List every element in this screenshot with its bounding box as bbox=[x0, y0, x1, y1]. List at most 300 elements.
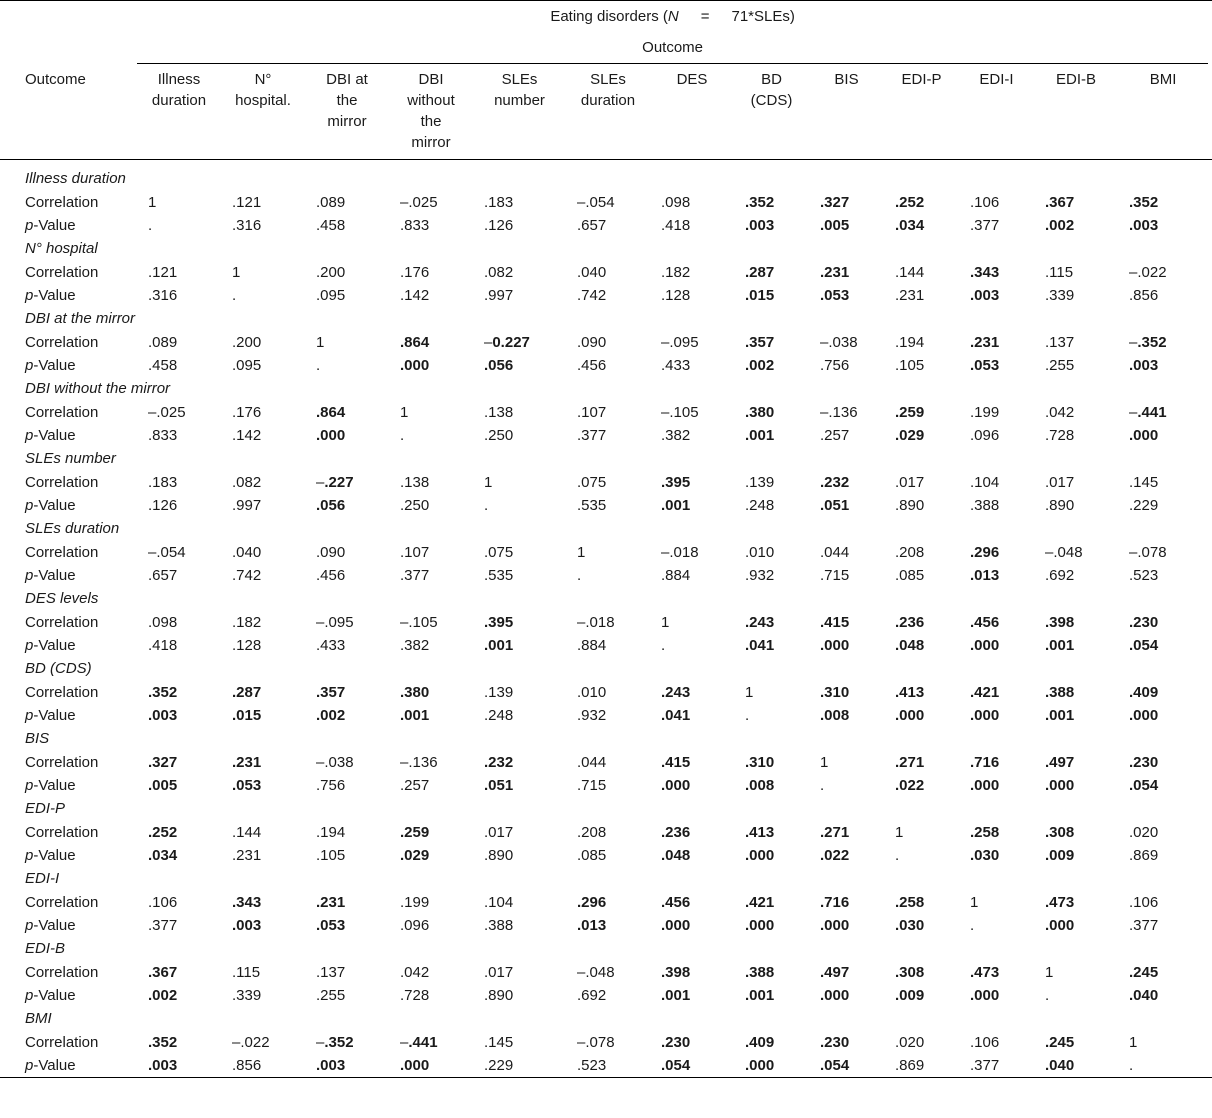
table-cell: .388 bbox=[745, 964, 775, 981]
table-cell: .194 bbox=[316, 824, 346, 841]
group-header-row bbox=[0, 937, 1212, 961]
table-cell: .884 bbox=[577, 637, 607, 654]
table-cell bbox=[305, 471, 389, 494]
table-cell: .756 bbox=[316, 777, 346, 794]
correlation-row bbox=[0, 611, 1212, 634]
row-filler bbox=[1208, 401, 1212, 424]
table-cell: .433 bbox=[316, 637, 346, 654]
table-cell: .003 bbox=[148, 707, 178, 724]
table-cell: . bbox=[661, 637, 666, 654]
table-cell: .005 bbox=[820, 217, 850, 234]
table-cell: .523 bbox=[566, 1054, 650, 1078]
column-header-line: N° bbox=[254, 71, 272, 88]
table-cell: .106 bbox=[148, 894, 178, 911]
table-cell: .001 bbox=[400, 707, 430, 724]
table-cell: .728 bbox=[400, 987, 430, 1004]
row-filler bbox=[1208, 331, 1212, 354]
table-cell: .248 bbox=[484, 707, 514, 724]
table-cell: .075 bbox=[484, 544, 514, 561]
table-cell: .194 bbox=[895, 334, 925, 351]
correlation-row bbox=[0, 891, 1212, 914]
table-cell: .051 bbox=[484, 777, 514, 794]
table-cell: .029 bbox=[895, 427, 925, 444]
group-label: BIS bbox=[25, 730, 50, 747]
table-cell: .413 bbox=[745, 824, 775, 841]
table-cell: .095 bbox=[316, 287, 346, 304]
table-cell: .380 bbox=[745, 404, 775, 421]
table-cell: .409 bbox=[745, 1034, 775, 1051]
column-header bbox=[734, 64, 809, 160]
p-value-label bbox=[0, 564, 137, 587]
table-cell: .054 bbox=[1129, 637, 1159, 654]
table-cell: .138 bbox=[400, 474, 430, 491]
table-cell: .034 bbox=[895, 217, 925, 234]
p-label-rest: -Value bbox=[33, 1057, 76, 1074]
table-cell: .003 bbox=[970, 287, 1000, 304]
table-cell bbox=[305, 1031, 389, 1054]
table-cell: .742 bbox=[232, 567, 262, 584]
table-cell: .231 bbox=[820, 264, 850, 281]
table-body bbox=[0, 160, 1212, 1078]
table-cell: .199 bbox=[970, 404, 1000, 421]
table-cell: . bbox=[400, 427, 405, 444]
table-cell: .473 bbox=[970, 964, 1000, 981]
table-cell: .000 bbox=[895, 707, 925, 724]
row-header-label: Outcome bbox=[25, 70, 86, 88]
table-cell: . bbox=[820, 777, 825, 794]
table-cell: .377 bbox=[148, 917, 178, 934]
correlation-row bbox=[0, 681, 1212, 704]
table-cell: .000 bbox=[661, 917, 691, 934]
table-cell: .142 bbox=[400, 287, 430, 304]
table-cell: .106 bbox=[1129, 894, 1159, 911]
table-cell: .418 bbox=[661, 217, 691, 234]
table-cell: .535 bbox=[577, 497, 607, 514]
column-header-line: SLEs bbox=[590, 71, 626, 88]
table-cell: .456 bbox=[661, 894, 691, 911]
correlation-row bbox=[0, 961, 1212, 984]
table-cell: .017 bbox=[1045, 474, 1075, 491]
table-cell: .000 bbox=[745, 847, 775, 864]
p-value-row bbox=[0, 284, 1212, 307]
table-cell: .413 bbox=[895, 684, 925, 701]
table-cell: .002 bbox=[316, 707, 346, 724]
table-cell: .231 bbox=[232, 847, 262, 864]
correlation-label: Correlation bbox=[25, 334, 99, 351]
column-header bbox=[305, 64, 389, 160]
table-cell: .001 bbox=[1045, 707, 1075, 724]
table-cell: –.078 bbox=[1129, 544, 1167, 561]
column-header-line: BMI bbox=[1149, 71, 1177, 88]
title-prefix: Eating disorders ( bbox=[550, 8, 668, 25]
correlation-label: Correlation bbox=[25, 194, 99, 211]
column-header-line: DBI at bbox=[326, 71, 368, 88]
p-label-italic: p bbox=[25, 497, 34, 514]
table-cell: .000 bbox=[400, 357, 430, 374]
table-cell: .833 bbox=[148, 427, 178, 444]
row-filler bbox=[1208, 541, 1212, 564]
p-label-rest: -Value bbox=[33, 427, 76, 444]
group-header-row bbox=[0, 517, 1212, 541]
table-cell: 1 bbox=[745, 684, 754, 701]
table-cell: .497 bbox=[820, 964, 850, 981]
table-cell: . bbox=[970, 917, 975, 934]
cell-sign: – bbox=[1129, 404, 1138, 421]
table-cell: .229 bbox=[473, 1054, 566, 1078]
table-cell: .382 bbox=[400, 637, 430, 654]
cell-value: 0.227 bbox=[492, 334, 530, 351]
column-header-line: EDI-I bbox=[979, 71, 1014, 88]
column-header-line: SLEs bbox=[501, 71, 538, 88]
group-label: DBI without the mirror bbox=[25, 380, 171, 397]
cell-value: .441 bbox=[408, 1034, 438, 1051]
row-filler bbox=[1208, 1054, 1212, 1078]
table-cell: .339 bbox=[1045, 287, 1075, 304]
table-cell: .048 bbox=[661, 847, 691, 864]
column-header-line: mirror bbox=[411, 134, 451, 151]
p-label-rest: -Value bbox=[33, 917, 76, 934]
table-cell: .022 bbox=[895, 777, 925, 794]
p-label-italic: p bbox=[25, 707, 34, 724]
correlation-row bbox=[0, 261, 1212, 284]
table-cell: .352 bbox=[148, 1034, 178, 1051]
table-cell: .003 bbox=[1129, 357, 1159, 374]
table-cell: .869 bbox=[1129, 847, 1159, 864]
p-value-label bbox=[0, 844, 137, 867]
group-label: EDI-I bbox=[25, 870, 60, 887]
table-cell: .245 bbox=[1129, 964, 1159, 981]
correlation-row bbox=[0, 541, 1212, 564]
table-cell: .258 bbox=[895, 894, 925, 911]
column-header-line: hospital. bbox=[235, 92, 291, 109]
table-cell: .020 bbox=[1129, 824, 1159, 841]
table-cell: .085 bbox=[577, 847, 607, 864]
table-cell: .200 bbox=[316, 264, 346, 281]
table-cell: .296 bbox=[577, 894, 607, 911]
column-header-line: number bbox=[494, 92, 545, 109]
p-value-row bbox=[0, 354, 1212, 377]
p-value-row bbox=[0, 564, 1212, 587]
p-label-rest: -Value bbox=[33, 987, 76, 1004]
column-header bbox=[566, 64, 650, 160]
table-cell: .523 bbox=[1129, 567, 1159, 584]
table-cell: .236 bbox=[895, 614, 925, 631]
table-cell: .395 bbox=[484, 614, 514, 631]
table-cell: .343 bbox=[232, 894, 262, 911]
table-cell: –.095 bbox=[661, 334, 699, 351]
table-cell: .869 bbox=[884, 1054, 959, 1078]
table-cell: .183 bbox=[484, 194, 514, 211]
group-label: N° hospital bbox=[25, 240, 98, 257]
correlation-label: Correlation bbox=[25, 824, 99, 841]
table-cell: .107 bbox=[400, 544, 430, 561]
table-cell: .089 bbox=[148, 334, 178, 351]
table-cell: .343 bbox=[970, 264, 1000, 281]
table-cell: .327 bbox=[820, 194, 850, 211]
table-cell: .377 bbox=[970, 217, 1000, 234]
table-cell: .208 bbox=[577, 824, 607, 841]
table-cell: –.022 bbox=[1129, 264, 1167, 281]
table-cell: .308 bbox=[1045, 824, 1075, 841]
table-cell: .044 bbox=[820, 544, 850, 561]
group-header-row bbox=[0, 797, 1212, 821]
row-filler bbox=[1208, 984, 1212, 1007]
table-cell: .138 bbox=[484, 404, 514, 421]
table-cell: .864 bbox=[400, 334, 430, 351]
row-filler bbox=[1208, 681, 1212, 704]
table-cell: .075 bbox=[577, 474, 607, 491]
table-cell: .001 bbox=[484, 637, 514, 654]
table-cell: .229 bbox=[1129, 497, 1159, 514]
table-cell: .230 bbox=[820, 1034, 850, 1051]
table-cell: .082 bbox=[484, 264, 514, 281]
table-cell: .030 bbox=[970, 847, 1000, 864]
column-header-filler bbox=[1208, 64, 1212, 160]
table-cell: .044 bbox=[577, 754, 607, 771]
row-filler bbox=[1208, 1031, 1212, 1054]
p-value-label bbox=[0, 494, 137, 517]
table-cell: .231 bbox=[895, 287, 925, 304]
group-header-row bbox=[0, 377, 1212, 401]
table-cell: .000 bbox=[1129, 427, 1159, 444]
table-cell: 1 bbox=[316, 334, 325, 351]
p-label-italic: p bbox=[25, 987, 34, 1004]
table-cell: .339 bbox=[232, 987, 262, 1004]
table-cell: .756 bbox=[820, 357, 850, 374]
table-cell: –.038 bbox=[316, 754, 354, 771]
column-header bbox=[473, 64, 566, 160]
table-cell: .002 bbox=[148, 987, 178, 1004]
table-cell: .015 bbox=[232, 707, 262, 724]
table-cell: .105 bbox=[316, 847, 346, 864]
table-cell: .013 bbox=[577, 917, 607, 934]
table-cell: .409 bbox=[1129, 684, 1159, 701]
table-cell: .890 bbox=[1045, 497, 1075, 514]
table-cell: .126 bbox=[484, 217, 514, 234]
cell-sign: – bbox=[1129, 334, 1138, 351]
row-filler bbox=[1208, 821, 1212, 844]
table-cell: .010 bbox=[745, 544, 775, 561]
p-value-row bbox=[0, 634, 1212, 657]
table-cell: .107 bbox=[577, 404, 607, 421]
table-cell: .230 bbox=[1129, 614, 1159, 631]
table-cell: .398 bbox=[661, 964, 691, 981]
table-cell: .017 bbox=[895, 474, 925, 491]
table-cell: 1 bbox=[148, 194, 157, 211]
table-cell: .000 bbox=[1045, 777, 1075, 794]
table-cell: .352 bbox=[745, 194, 775, 211]
table-cell: .243 bbox=[745, 614, 775, 631]
outcome-group-header: Outcome bbox=[137, 32, 1208, 64]
p-label-rest: -Value bbox=[33, 497, 76, 514]
table-cell: .890 bbox=[484, 987, 514, 1004]
table-cell: .287 bbox=[745, 264, 775, 281]
column-header-line: without bbox=[407, 92, 455, 109]
table-cell: .115 bbox=[232, 964, 261, 981]
table-cell: .121 bbox=[148, 264, 178, 281]
correlation-label: Correlation bbox=[25, 964, 99, 981]
table-cell: .200 bbox=[232, 334, 262, 351]
p-value-label bbox=[0, 424, 137, 447]
table-cell: .890 bbox=[484, 847, 514, 864]
row-filler bbox=[1208, 844, 1212, 867]
row-filler bbox=[1208, 611, 1212, 634]
table-cell: .000 bbox=[970, 777, 1000, 794]
table-cell: .137 bbox=[316, 964, 346, 981]
table-cell: .013 bbox=[970, 567, 1000, 584]
column-header bbox=[389, 64, 473, 160]
table-cell: .001 bbox=[745, 427, 775, 444]
p-value-row bbox=[0, 704, 1212, 727]
group-header-row bbox=[0, 237, 1212, 261]
table-cell: .357 bbox=[745, 334, 775, 351]
table-cell: .395 bbox=[661, 474, 691, 491]
p-label-rest: -Value bbox=[33, 217, 76, 234]
table-cell: .000 bbox=[734, 1054, 809, 1078]
table-cell: .056 bbox=[484, 357, 514, 374]
p-value-row bbox=[0, 424, 1212, 447]
table-cell: .001 bbox=[661, 497, 691, 514]
group-header-row bbox=[0, 657, 1212, 681]
group-label: BMI bbox=[25, 1010, 52, 1027]
table-cell: .418 bbox=[148, 637, 178, 654]
cell-value: .227 bbox=[324, 474, 354, 491]
table-cell: .001 bbox=[661, 987, 691, 1004]
table-cell: .137 bbox=[1045, 334, 1075, 351]
column-header-line: BIS bbox=[834, 71, 859, 88]
group-label: BD (CDS) bbox=[25, 660, 92, 677]
table-cell: .009 bbox=[1045, 847, 1075, 864]
row-filler bbox=[1208, 914, 1212, 937]
cell-value: .352 bbox=[324, 1034, 354, 1051]
p-value-row bbox=[0, 1054, 1212, 1078]
table-cell: .000 bbox=[820, 637, 850, 654]
table-cell: –.136 bbox=[400, 754, 438, 771]
table-cell: –.054 bbox=[148, 544, 186, 561]
table-cell: .692 bbox=[577, 987, 607, 1004]
group-header-row bbox=[0, 1007, 1212, 1031]
table-cell: .310 bbox=[820, 684, 850, 701]
table-cell: .231 bbox=[232, 754, 262, 771]
table-cell: .415 bbox=[820, 614, 850, 631]
table-cell: .104 bbox=[970, 474, 1000, 491]
correlation-label: Correlation bbox=[25, 264, 99, 281]
row-filler bbox=[1208, 191, 1212, 214]
p-label-italic: p bbox=[25, 917, 34, 934]
table-cell: .259 bbox=[895, 404, 925, 421]
table-cell: .252 bbox=[895, 194, 925, 211]
table-cell: .085 bbox=[895, 567, 925, 584]
table-cell: .145 bbox=[1129, 474, 1159, 491]
table-cell: .003 bbox=[137, 1054, 221, 1078]
outcome-group-row bbox=[0, 32, 1212, 64]
correlation-row bbox=[0, 331, 1212, 354]
column-header-line: EDI-B bbox=[1055, 71, 1096, 88]
row-filler bbox=[1208, 261, 1212, 284]
p-label-rest: -Value bbox=[33, 777, 76, 794]
table-cell: .005 bbox=[148, 777, 178, 794]
table-cell: .002 bbox=[1045, 217, 1075, 234]
p-label-rest: -Value bbox=[33, 357, 76, 374]
group-label: Illness duration bbox=[25, 170, 126, 187]
p-value-label bbox=[0, 984, 137, 1007]
table-cell: .316 bbox=[232, 217, 262, 234]
table-cell: .000 bbox=[820, 917, 850, 934]
table-cell: .115 bbox=[1045, 264, 1074, 281]
table-cell: .096 bbox=[970, 427, 1000, 444]
table-cell: .421 bbox=[970, 684, 1000, 701]
p-label-italic: p bbox=[25, 777, 34, 794]
table-cell: . bbox=[484, 497, 489, 514]
table-cell: .090 bbox=[577, 334, 607, 351]
table-title-row bbox=[0, 1, 1212, 33]
table-cell: .388 bbox=[1045, 684, 1075, 701]
table-cell: .096 bbox=[400, 917, 430, 934]
table-cell: .377 bbox=[400, 567, 430, 584]
table-cell: 1 bbox=[970, 894, 979, 911]
table-cell: .105 bbox=[895, 357, 925, 374]
table-cell: 1 bbox=[1045, 964, 1054, 981]
column-header bbox=[884, 64, 959, 160]
table-cell bbox=[1118, 331, 1208, 354]
table-cell: –.054 bbox=[577, 194, 615, 211]
column-header-line: DES bbox=[676, 71, 708, 88]
table-cell: .000 bbox=[316, 427, 346, 444]
table-cell: –.095 bbox=[316, 614, 354, 631]
table-cell: .000 bbox=[1045, 917, 1075, 934]
table-cell: .009 bbox=[895, 987, 925, 1004]
correlation-label: Correlation bbox=[25, 614, 99, 631]
table-cell: .236 bbox=[661, 824, 691, 841]
correlation-label: Correlation bbox=[25, 1034, 99, 1051]
row-filler bbox=[1208, 634, 1212, 657]
p-label-italic: p bbox=[25, 847, 34, 864]
table-cell: .255 bbox=[316, 987, 346, 1004]
table-cell: .054 bbox=[1129, 777, 1159, 794]
p-value-label bbox=[0, 354, 137, 377]
group-header-row bbox=[0, 307, 1212, 331]
correlation-label: Correlation bbox=[25, 404, 99, 421]
table-cell: .142 bbox=[232, 427, 262, 444]
table-cell: .000 bbox=[970, 707, 1000, 724]
column-header-line: the bbox=[420, 113, 442, 130]
table-cell: .715 bbox=[820, 567, 850, 584]
table-cell: . bbox=[745, 707, 750, 724]
table-cell bbox=[389, 1031, 473, 1054]
table-cell: .121 bbox=[232, 194, 262, 211]
table-cell: .415 bbox=[661, 754, 691, 771]
p-value-row bbox=[0, 844, 1212, 867]
table-cell: .535 bbox=[484, 567, 514, 584]
table-cell: .048 bbox=[895, 637, 925, 654]
table-cell: –.038 bbox=[820, 334, 858, 351]
table-cell: –.048 bbox=[1045, 544, 1083, 561]
table-cell: .357 bbox=[316, 684, 346, 701]
table-cell: .271 bbox=[820, 824, 850, 841]
table-cell: .257 bbox=[820, 427, 850, 444]
group-label: SLEs duration bbox=[25, 520, 120, 537]
table-cell: 1 bbox=[400, 404, 409, 421]
table-cell: .255 bbox=[1045, 357, 1075, 374]
column-header bbox=[809, 64, 884, 160]
table-cell: .089 bbox=[316, 194, 346, 211]
table-cell: .104 bbox=[484, 894, 514, 911]
row-filler bbox=[1208, 214, 1212, 237]
table-cell: . bbox=[316, 357, 321, 374]
table-cell: .017 bbox=[484, 824, 514, 841]
table-cell: . bbox=[148, 217, 153, 234]
group-header-row bbox=[0, 587, 1212, 611]
